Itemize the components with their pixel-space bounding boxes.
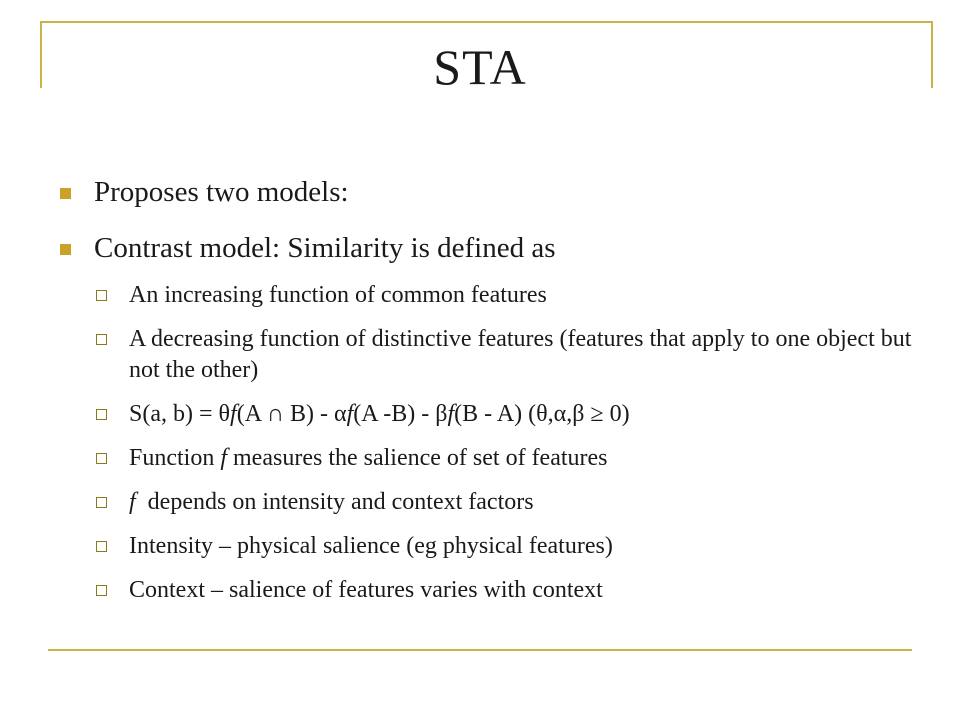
slide-title: STA (433, 39, 527, 95)
shadow-box-bullet-icon (96, 497, 107, 508)
shadow-box-bullet-icon (96, 453, 107, 464)
shadow-box-bullet-icon (96, 541, 107, 552)
sub-bullet-text: Function f measures the salience of set of features (129, 445, 608, 471)
sub-bullet-item (60, 531, 920, 562)
shadow-box-bullet-icon (96, 334, 107, 345)
bullet-item (60, 230, 920, 266)
formula-text: S(a, b) = θf(A ∩ B) - αf(A -B) - βf(B - A) (θ,α,β ≥ 0) (129, 401, 630, 427)
sub-bullet-text: An increasing function of common features (129, 282, 547, 308)
square-bullet-icon (60, 188, 71, 199)
sub-bullet-item (60, 443, 920, 474)
bottom-divider-line (48, 649, 912, 651)
sub-bullet-item (60, 575, 920, 606)
top-border-line (40, 21, 933, 23)
slide-body (60, 174, 920, 619)
sub-bullet-item (60, 280, 920, 311)
sub-bullet-item-formula (60, 399, 920, 430)
sub-bullet-text: f depends on intensity and context factors (129, 489, 534, 515)
shadow-box-bullet-icon (96, 585, 107, 596)
sub-bullet-item (60, 324, 920, 386)
sub-bullet-text: A decreasing function of distinctive features (features that apply to one object but not the other) (129, 326, 912, 383)
sub-bullet-text: Intensity – physical salience (eg physical features) (129, 533, 613, 559)
shadow-box-bullet-icon (96, 409, 107, 420)
sub-bullet-item (60, 487, 920, 518)
bullet-text: Proposes two models: (94, 176, 349, 208)
bullet-item (60, 174, 920, 210)
square-bullet-icon (60, 244, 71, 255)
sub-bullet-text: Context – salience of features varies with context (129, 577, 603, 603)
shadow-box-bullet-icon (96, 290, 107, 301)
bullet-text: Contrast model: Similarity is defined as (94, 232, 556, 264)
